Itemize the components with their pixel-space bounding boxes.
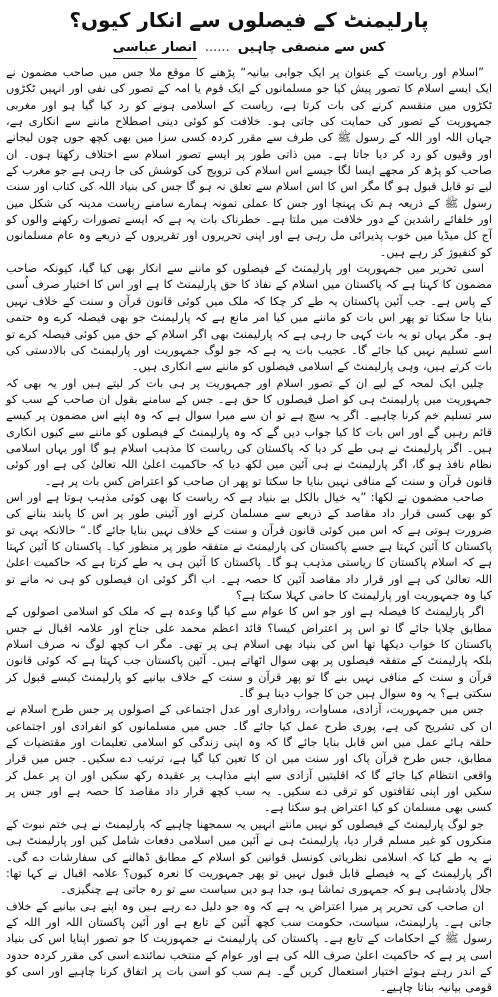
byline-separator: ...... — [204, 40, 230, 55]
byline — [6, 38, 492, 59]
article-paragraph: ان صاحب کی تحریر پر میرا اعتراض یہ ہے کہ وہ جو دلیل دے رہے ہیں وہ اپنے ہی بیانیے کے خلاف جاتی ہے۔ پارلیمنٹ، سیاست، حکومت سب کچھ آئین کے تابع ہے اور آئین پاکستان اللہ اور اللہ کے رسول ﷺ کے احکامات کے تابع ہے۔ پاکستان کی پارلیمنٹ نے جمہوریت کا جو تصور اپنایا اس کی بنیاد اسی پر ہے کہ حاکمیت اعلیٰ صرف اللہ کی ہے اور عوام کے منتخب نمائندے اسی کی مقرر کردہ حدود کے اندر رہتے ہوئے اختیار استعمال کریں گے۔ ہم سب کو اسی بات پر اتفاق کرنا چاہیے اور اسی کو قومی بیانیہ بنانا چاہیے۔ — [6, 899, 492, 995]
article-paragraph: جس میں جمہوریت، آزادی، مساوات، رواداری اور عدل اجتماعی کے اصولوں پر جس طرح اسلام نے ان کی تشریح کی ہے، پوری طرح عمل کیا جائے گا۔ جس میں مسلمانوں کو انفرادی اور اجتماعی حلقہ ہائے عمل میں اس قابل بنایا جائے گا کہ وہ اپنی زندگی کو اسلامی تعلیمات اور مقتضیات کے مطابق، جس طرح قرآن پاک اور سنت میں ان کا تعین کیا گیا ہے، ترتیب دے سکیں۔ جس میں قرار واقعی انتظام کیا جائے گا کہ اقلیتیں آزادی سے اپنے مذاہب پر عقیدہ رکھ سکیں اور ان پر عمل کر سکیں اور اپنی ثقافتوں کو ترقی دے سکیں۔ یہ سب کچھ قرار داد مقاصد کا حصہ ہے اور جس پر کسی بھی مسلمان کو کیا اعتراض ہو سکتا ہے۔ — [6, 703, 492, 815]
headline: پارلیمنٹ کے فیصلوں سے انکار کیوں؟ — [69, 8, 429, 32]
column-subheadline: کس سے منصفی چاہیں — [237, 40, 386, 55]
article-paragraph: جو لوگ پارلیمنٹ کے فیصلوں کو نہیں مانتے انہیں یہ سمجھنا چاہیے کہ پارلیمنٹ نے ہی ختم نبوت کے منکروں کو غیر مسلم قرار دیا، پارلیمنٹ ہی نے آئین میں اسلامی دفعات شامل کیں اور پارلیمنٹ ہی نے یہ طے کیا کہ اسلامی نظریاتی کونسل قوانین کو اسلام کے مطابق ڈھالنے کی سفارشات دے گی۔ اگر پارلیمنٹ کے یہ فیصلے قابل قبول نہیں تو پھر جمہوریت کا نعرہ کیوں؟ علامہ اقبال نے کہا تھا: جلال پادشاہی ہو کہ جمہوری تماشا ہو، جدا ہو دیں سیاست سے تو رہ جاتی ہے چنگیزی۔ — [6, 817, 492, 897]
article-paragraph: ”اسلام اور ریاست کے عنوان پر ایک جوابی بیانیہ“ پڑھنے کا موقع ملا جس میں صاحب مضمون نے ایک ایسے اسلام کا تصور پیش کیا جو مسلمانوں کے ایک قوم یا امہ کے تصور کی نفی اور انہیں ٹکڑوں ٹکڑوں میں منقسم کرنے کی بات کرتا ہے، ریاست کے اسلامی ہونے کو رد کیا گیا ہو اور مغربی جمہوریت کے تصور کی حمایت کی جاتی ہو۔ خلافت کو کوئی دینی اصطلاح ماننے سے انکاری ہے، جہاں اللہ اور اللہ کے رسول ﷺ کی طرف سے مقرر کردہ کسی سزا میں بھی کچھ جوں چون لیجانے اور وقیوں کو رد کر دیا جاتا ہے۔ میں ذاتی طور پر ایسے تصور اسلام سے اختلاف رکھتا ہوں۔ ان صاحب کو پڑھ کر مجھے ایسا لگا جیسے اس اسلام کی ترویج کی کوشش کی جا رہی ہے جو مغرب کے لیے تو قابل قبول ہو گا مگر اس کا اس اسلام سے تعلق نہ ہو گا جس کی بنیاد اللہ کی کتاب اور سنت رسول ﷺ کے ذریعہ ہم تک پہنچا اور جس کا عملی نمونہ ہمارے سامنے ریاست مدینہ کی شکل میں اور خلفائے راشدین کے دور خلافت میں ملتا ہے۔ خطرناک بات یہ ہے کہ ایسے تصورات رکھنے والوں کو آج کل میڈیا میں خوب پذیرائی مل رہی ہے اور اپنی تحریروں اور تقریروں کے ذریعے وہ عام مسلمانوں کو کنفیوژ کر رہے ہیں۔ — [6, 66, 492, 259]
article-paragraph: اسی تحریر میں جمہوریت اور پارلیمنٹ کے فیصلوں کو ماننے سے انکار بھی کیا گیا، کیونکہ صاحب مضمون کا کہنا ہے کہ پاکستان میں اسلام کے نفاذ کا حق پارلیمنٹ کا ہے اور اس کا اختیار صرف اُسی کے پاس ہے۔ جب آئین پاکستان یہ طے کر چکا کہ ملک میں کوئی قانون قرآن و سنت کے خلاف نہیں بنایا جا سکتا تو پھر اس بات کو ماننے میں کیا امر مانع ہے کہ پارلیمنٹ جو بھی فیصلہ کرے وہ حتمی ہو۔ مگر یہاں تو یہ بات کہی جا رہی ہے کہ پارلیمنٹ بھی اگر اسلام کے حق میں کوئی فیصلہ کرے تو اسے تسلیم نہیں کیا جائے گا۔ عجیب بات یہ ہے کہ جو لوگ جمہوریت اور پارلیمنٹ کی بالادستی کی بات کرتے ہیں، وہی پارلیمنٹ کے اسلامی فیصلوں کو ماننے سے انکاری ہیں۔ — [6, 262, 492, 374]
article-paragraph: اگر پارلیمنٹ کا فیصلہ ہے اور جو اس کا عوام سے کیا گیا وعدہ ہے کہ ملک کو اسلامی اصولوں کے مطابق چلایا جائے گا تو اس پر اعتراض کیسا؟ قائد اعظم محمد علی جناح اور علامہ اقبال نے جس پاکستان کا خواب دیکھا تھا اس کی بنیاد بھی اسلام ہی پر تھی۔ مگر اب کچھ لوگ نہ صرف اسلام بلکہ پارلیمنٹ کے متفقہ فیصلوں پر بھی سوال اٹھاتے ہیں۔ آئین پاکستان جب کہتا ہے کہ کوئی قانون قرآن و سنت کے منافی نہیں بنے گا تو پھر قرآن و سنت کے خلاف بیانیے کو پارلیمنٹ کیسے قبول کر سکتی ہے؟ یہ وہ سوال ہیں جن کا جواب دینا ہو گا۔ — [6, 605, 492, 701]
article-paragraph: چلیں ایک لمحہ کے لیے ان کے تصور اسلام اور جمہوریت پر ہی بات کر لیتے ہیں اور یہ بھی کہ جمہوریت میں پارلیمنٹ ہی کو اصل فیصلوں کا حق ہے۔ جس کے سامنے بقول ان صاحب کے سب کو سر تسلیم خم کرنا چاہیے۔ اگر یہ سچ ہے تو ان سے میرا سوال ہے کہ وہ اپنے اس مضمون پر کیسے قائم رہیں گے اور اس بات کا کیا جواب دیں گے کہ وہ پارلیمنٹ کے فیصلوں کو ماننے سے کیوں انکاری ہیں۔ اگر پارلیمنٹ نے ہی طے کر دیا کہ پاکستان کی ریاست کا مذہب اسلام ہو گا اور یہاں اسلامی نظام نافذ ہو گا، اگر پارلیمنٹ نے ہی آئین میں لکھ دیا کہ حاکمیت اعلیٰ اللہ تعالیٰ کی ہے اور کوئی قانون قرآن و سنت کے منافی نہیں بنایا جا سکتا تو پھر ان صاحب کو اعتراض کس بات پر ہے۔ — [6, 376, 492, 488]
author-name: انصار عباسی — [113, 38, 197, 59]
article-paragraph: صاحب مضمون نے لکھا: ”یہ خیال بالکل بے بنیاد ہے کہ ریاست کا بھی کوئی مذہب ہوتا ہے اور اس کو بھی کسی قرار داد مقاصد کے ذریعے سے مسلمان کرنے اور آئینی طور پر اس کا پابند بنانے کی ضرورت ہوتی ہے کہ اس میں کوئی قانون قرآن و سنت کے خلاف نہیں بنایا جائے گا۔“ حالانکہ یہی تو پاکستان کا آئین کہتا ہے جسے پاکستان کی پارلیمنٹ نے متفقہ طور پر منظور کیا۔ پاکستان کا آئین کہتا ہے کہ اسلام پاکستان کا ریاستی مذہب ہو گا۔ پاکستان کا آئین ہی یہ طے کرتا ہے کہ حاکمیت اعلیٰ اللہ تعالیٰ کی ہے اور قرار داد مقاصد آئین کا حصہ ہے۔ اب اگر کوئی ان فیصلوں کو ہی نہ مانے تو کیا وہ جمہوریت اور پارلیمنٹ کا حامی کہلا سکتا ہے؟ — [6, 490, 492, 602]
article-body — [6, 65, 492, 997]
